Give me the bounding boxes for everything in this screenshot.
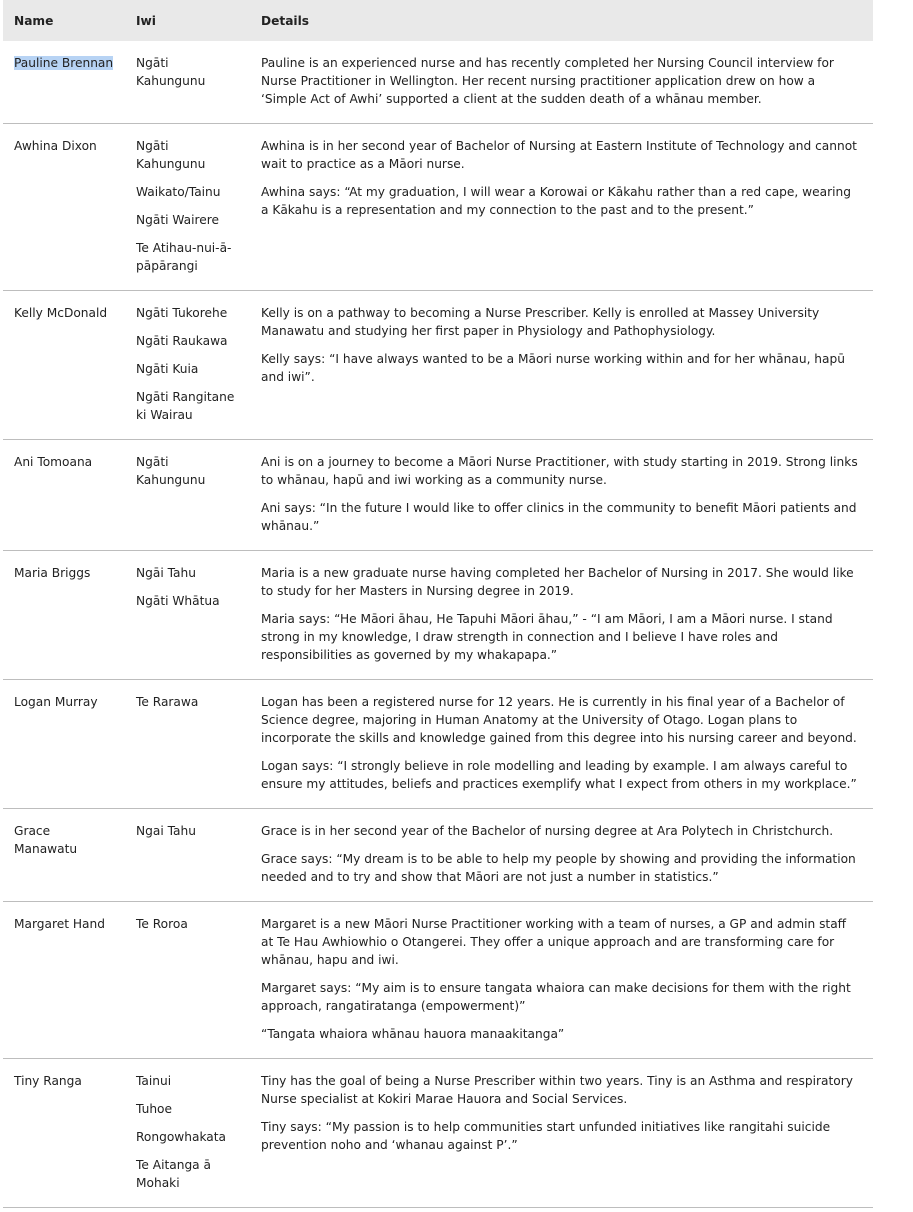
iwi-item: Ngāti Rangitane ki Wairau <box>136 390 235 422</box>
details-paragraph: Logan has been a registered nurse for 12 years. He is currently in his final year of a Bachelor of Science degree, majoring in Human Anatomy at the University of Otago. Logan plans to incorporate the skills and knowledge gained from this degree into his nursing career and beyond. <box>261 695 857 745</box>
table-row <box>3 551 873 680</box>
details-paragraph: Tiny has the goal of being a Nurse Prescriber within two years. Tiny is an Asthma and respiratory Nurse specialist at Kokiri Marae Hauora and Social Services. <box>261 1074 853 1106</box>
person-name: Kelly McDonald <box>14 306 108 320</box>
nurses-table <box>3 0 873 1208</box>
details-cell <box>250 124 873 291</box>
table-row <box>3 1059 873 1208</box>
iwi-item: Rongowhakata <box>136 1130 227 1144</box>
details-paragraph: Pauline is an experienced nurse and has recently completed her Nursing Council interview for Nurse Practitioner in Wellington. Her recent nursing practitioner application drew on how a ‘Simple Act of Awhi’ supported a client at the sudden death of a whānau member. <box>261 56 834 106</box>
iwi-item: Waikato/Tainu <box>136 185 221 199</box>
header-row <box>3 0 873 41</box>
details-paragraph: Logan says: “I strongly believe in role modelling and leading by example. I am always careful to ensure my attitudes, beliefs and practices exemplify what I expect from others in my workplace.” <box>261 759 857 791</box>
details-cell <box>250 440 873 551</box>
iwi-item: Ngāti Raukawa <box>136 334 228 348</box>
iwi-item: Ngāti Kahungunu <box>136 455 206 487</box>
iwi-cell <box>125 551 250 680</box>
details-paragraph: Margaret says: “My aim is to ensure tangata whaiora can make decisions for them with the right approach, rangatiratanga (empowerment)” <box>261 981 851 1013</box>
iwi-item: Te Roroa <box>136 917 188 931</box>
iwi-item: Ngāti Whātua <box>136 594 220 608</box>
table-row <box>3 124 873 291</box>
person-name: Logan Murray <box>14 695 98 709</box>
name-cell <box>3 124 125 291</box>
header-name: Name <box>3 0 125 41</box>
details-paragraph: Ani is on a journey to become a Māori Nurse Practitioner, with study starting in 2019. Strong links to whānau, hapū and iwi working as a community nurse. <box>261 455 858 487</box>
iwi-item: Ngāi Tahu <box>136 566 196 580</box>
iwi-item: Tainui <box>136 1074 172 1088</box>
table-row <box>3 291 873 440</box>
person-name: Pauline Brennan <box>14 56 114 70</box>
name-cell <box>3 440 125 551</box>
details-paragraph: Maria says: “He Māori āhau, He Tapuhi Māori āhau,” - “I am Māori, I am a Māori nurse. I stand strong in my knowledge, I draw strength in connection and I believe I have roles and responsibilities as governed by my whakapapa.” <box>261 612 833 662</box>
details-cell <box>250 680 873 809</box>
name-cell <box>3 41 125 124</box>
iwi-item: Te Aitanga ā Mohaki <box>136 1158 211 1190</box>
details-paragraph: Awhina is in her second year of Bachelor of Nursing at Eastern Institute of Technology and cannot wait to practice as a Māori nurse. <box>261 139 857 171</box>
table-row <box>3 41 873 124</box>
iwi-item: Ngāti Kahungunu <box>136 139 206 171</box>
header-details: Details <box>250 0 873 41</box>
name-cell <box>3 680 125 809</box>
name-cell <box>3 809 125 902</box>
person-name: Margaret Hand <box>14 917 105 931</box>
iwi-cell <box>125 1059 250 1208</box>
iwi-item: Ngāti Kuia <box>136 362 199 376</box>
iwi-item: Ngāti Wairere <box>136 213 219 227</box>
details-cell <box>250 1059 873 1208</box>
details-paragraph: Margaret is a new Māori Nurse Practitioner working with a team of nurses, a GP and admin staff at Te Hau Awhiowhio o Otangerei. They offer a unique approach and are transforming care for whānau, hapu and iwi. <box>261 917 847 967</box>
details-paragraph: Kelly says: “I have always wanted to be a Māori nurse working within and for her whānau, hapū and iwi”. <box>261 352 845 384</box>
iwi-cell <box>125 41 250 124</box>
iwi-item: Ngai Tahu <box>136 824 196 838</box>
iwi-item: Tuhoe <box>136 1102 172 1116</box>
name-cell <box>3 902 125 1059</box>
table-row <box>3 440 873 551</box>
table-header <box>3 0 873 41</box>
iwi-cell <box>125 809 250 902</box>
person-name: Tiny Ranga <box>14 1074 82 1088</box>
person-name: Ani Tomoana <box>14 455 93 469</box>
name-cell <box>3 291 125 440</box>
details-paragraph: Awhina says: “At my graduation, I will wear a Korowai or Kākahu rather than a red cape, wearing a Kākahu is a representation and my connection to the past and to the present.” <box>261 185 851 217</box>
name-cell <box>3 1059 125 1208</box>
table-row <box>3 809 873 902</box>
details-cell <box>250 902 873 1059</box>
table-row <box>3 902 873 1059</box>
iwi-cell <box>125 440 250 551</box>
details-cell <box>250 41 873 124</box>
header-iwi: Iwi <box>125 0 250 41</box>
details-paragraph: Kelly is on a pathway to becoming a Nurse Prescriber. Kelly is enrolled at Massey University Manawatu and studying her first paper in Physiology and Pathophysiology. <box>261 306 820 338</box>
details-paragraph: Maria is a new graduate nurse having completed her Bachelor of Nursing in 2017. She would like to study for her Masters in Nursing degree in 2019. <box>261 566 854 598</box>
details-paragraph: Tiny says: “My passion is to help communities start unfunded initiatives like rangitahi suicide prevention noho and ‘whanau against P’.” <box>261 1120 831 1152</box>
details-cell <box>250 551 873 680</box>
details-cell <box>250 291 873 440</box>
person-name: Grace Manawatu <box>14 824 78 856</box>
details-paragraph: Ani says: “In the future I would like to offer clinics in the community to benefit Māori patients and whānau.” <box>261 501 857 533</box>
iwi-item: Te Atihau-nui-ā-pāpārangi <box>136 241 232 273</box>
iwi-item: Ngāti Kahungunu <box>136 56 206 88</box>
person-name: Maria Briggs <box>14 566 91 580</box>
iwi-cell <box>125 124 250 291</box>
details-paragraph: Grace says: “My dream is to be able to help my people by showing and providing the information needed and to try and show that Māori are not just a number in statistics.” <box>261 852 856 884</box>
details-cell <box>250 809 873 902</box>
table-body <box>3 41 873 1208</box>
iwi-cell <box>125 291 250 440</box>
name-cell <box>3 551 125 680</box>
iwi-cell <box>125 902 250 1059</box>
table-row <box>3 680 873 809</box>
details-paragraph: “Tangata whaiora whānau hauora manaakitanga” <box>261 1027 565 1041</box>
iwi-cell <box>125 680 250 809</box>
iwi-item: Ngāti Tukorehe <box>136 306 228 320</box>
person-name: Awhina Dixon <box>14 139 97 153</box>
details-paragraph: Grace is in her second year of the Bachelor of nursing degree at Ara Polytech in Christchurch. <box>261 824 834 838</box>
iwi-item: Te Rarawa <box>136 695 199 709</box>
